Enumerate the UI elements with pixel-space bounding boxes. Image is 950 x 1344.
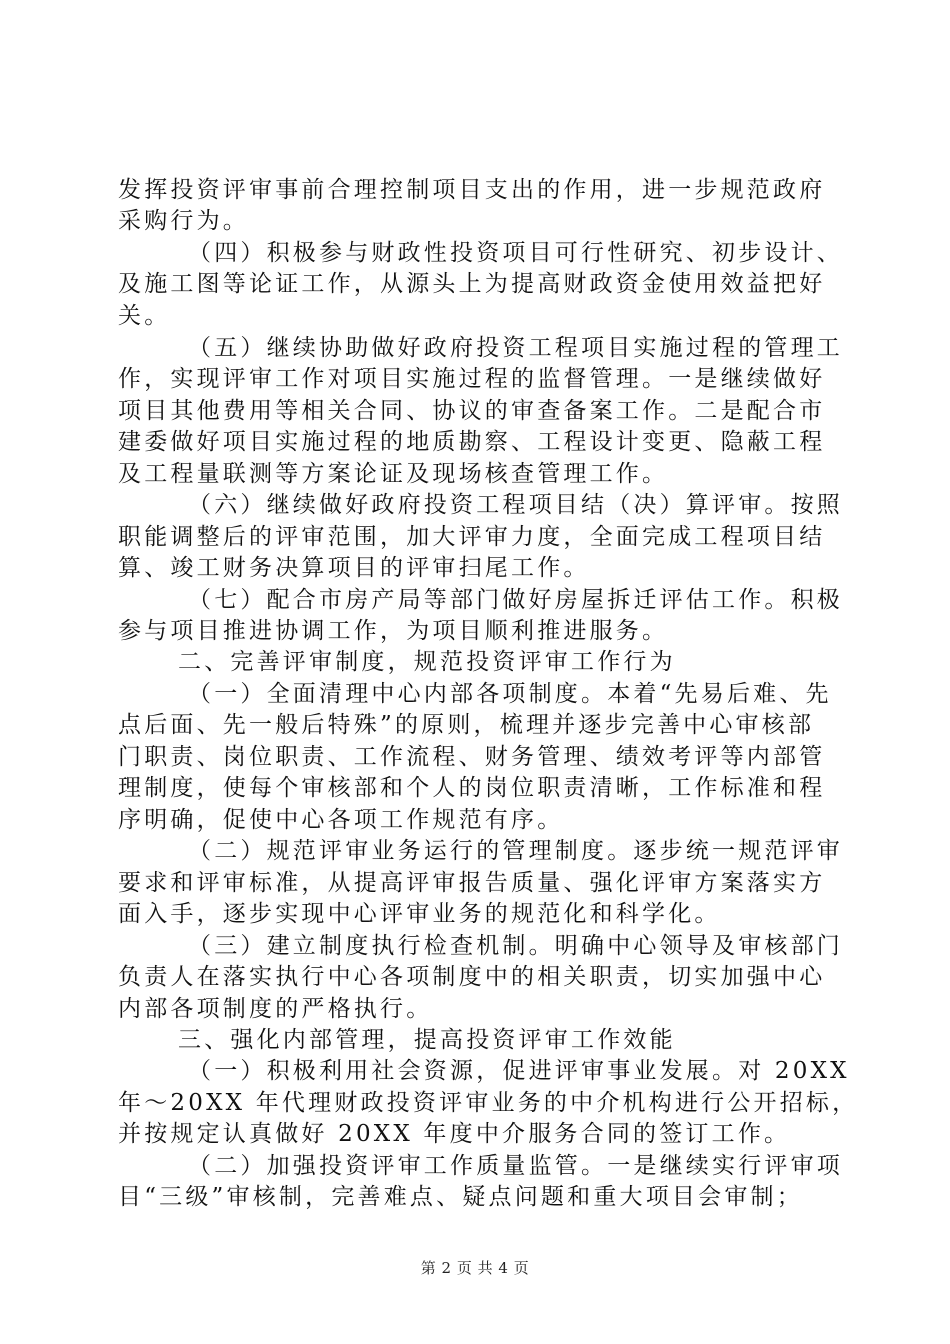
text-line: 建委做好项目实施过程的地质勘察、工程设计变更、隐蔽工程	[118, 429, 826, 455]
text-line: 序明确，促使中心各项工作规范有序。	[118, 807, 564, 833]
paragraph-start: （二）规范评审业务运行的管理制度。逐步统一规范评审	[188, 838, 843, 864]
text-line: 点后面、先一般后特殊”的原则，梳理并逐步完善中心审核部	[118, 712, 815, 738]
text-line: 作，实现评审工作对项目实施过程的监督管理。一是继续做好	[118, 366, 826, 392]
paragraph-start: （七）配合市房产局等部门做好房屋拆迁评估工作。积极	[188, 587, 843, 613]
paragraph-start: （五）继续协助做好政府投资工程项目实施过程的管理工	[188, 335, 843, 361]
text-line: 内部各项制度的严格执行。	[118, 996, 433, 1022]
text-line: 负责人在落实执行中心各项制度中的相关职责，切实加强中心	[118, 964, 826, 990]
text-line: 理制度，使每个审核部和个人的岗位职责清晰，工作标准和程	[118, 775, 826, 801]
text-line: 目“三级”审核制，完善难点、疑点问题和重大项目会审制；	[118, 1184, 803, 1210]
text-line: 及施工图等论证工作，从源头上为提高财政资金使用效益把好	[118, 271, 826, 297]
section-heading: 二、完善评审制度，规范投资评审工作行为	[178, 649, 676, 675]
text-line: 门职责、岗位职责、工作流程、财务管理、绩效考评等内部管	[118, 744, 826, 770]
text-line: 职能调整后的评审范围，加大评审力度，全面完成工程项目结	[118, 524, 826, 550]
page-number-footer: 第 2 页 共 4 页	[420, 1259, 530, 1277]
text-line: 参与项目推进协调工作，为项目顺利推进服务。	[118, 618, 669, 644]
paragraph-start: （二）加强投资评审工作质量监管。一是继续实行评审项	[188, 1153, 843, 1179]
text-line: 及工程量联测等方案论证及现场核查管理工作。	[118, 461, 669, 487]
section-heading: 三、强化内部管理，提高投资评审工作效能	[178, 1027, 676, 1053]
paragraph-start: （一）全面清理中心内部各项制度。本着“先易后难、先	[188, 681, 832, 707]
text-line: 年～20XX 年代理财政投资评审业务的中介机构进行公开招标，	[118, 1090, 859, 1116]
text-line: 发挥投资评审事前合理控制项目支出的作用，进一步规范政府	[118, 177, 826, 203]
text-line: 并按规定认真做好 20XX 年度中介服务合同的签订工作。	[118, 1121, 791, 1147]
text-line: 采购行为。	[118, 208, 249, 234]
paragraph-start: （六）继续做好政府投资工程项目结（决）算评审。按照	[188, 492, 843, 518]
paragraph-start: （四）积极参与财政性投资项目可行性研究、初步设计、	[188, 240, 843, 266]
paragraph-start: （三）建立制度执行检查机制。明确中心领导及审核部门	[188, 933, 843, 959]
text-line: 关。	[118, 303, 171, 329]
text-line: 面入手，逐步实现中心评审业务的规范化和科学化。	[118, 901, 721, 927]
text-line: 要求和评审标准，从提高评审报告质量、强化评审方案落实方	[118, 870, 826, 896]
text-line: 项目其他费用等相关合同、协议的审查备案工作。二是配合市	[118, 398, 826, 424]
text-line: 算、竣工财务决算项目的评审扫尾工作。	[118, 555, 590, 581]
paragraph-start: （一）积极利用社会资源，促进评审事业发展。对 20XX	[188, 1058, 850, 1084]
